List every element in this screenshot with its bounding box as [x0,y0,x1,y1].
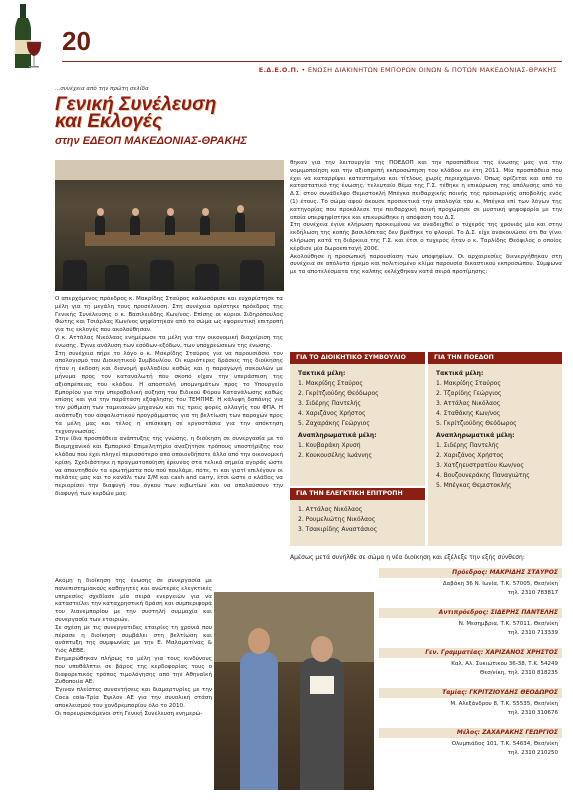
contact-address [443,580,558,597]
phone-line: τηλ. 2310 310676 [507,709,558,716]
contact-role: Πρόεδρος: [452,569,488,576]
contact-name: ΖΑΧΑΡΑΚΗΣ ΓΕΩΡΓΙΟΣ [482,729,558,736]
photo-head [202,208,209,216]
contact-address [459,620,558,637]
list-item: 3. Τσακιρίδης Αναστάσιος [298,526,378,533]
list-item: 1. Κουβαράκη Χρυσή [298,442,361,449]
list-item: 1. Μακρίδης Σταύρος [436,380,501,387]
phone-line: τηλ. 2310 783817 [507,589,558,596]
continued-note: ...συνέχεια από την πρώτη σελίδα [55,86,149,92]
paragraph: Ο απερχόμενος πρόεδρος κ. Μακρίδης Σταύρος καλωσόρισε και ευχαρίστησε τα μέλη για τη μεγάλη τους προσέλευση. Στη συνέχεια ορίστηκε πρόεδρος της Γενικής Συνέλευσης ο κ. Βασιλειάδης Κων/νος. Επίσης οι κύριοι Σιδηρόπουλος Φώτης και Τσιάρλας Κων/νος ψηφίστηκαν από το σώμα ως εφορευτική επιτροπή για τις εκλογές που ακολούθησαν. [55,296,283,334]
address-line: Ν. Μεσημβρια, Τ.Κ. 57011, Θεσ/νίκη [458,621,558,627]
photo-head [237,205,244,213]
list-item: 1. Αττάλας Νικόλαος [298,506,363,513]
title-line-1: Γενική Συνέλευση [55,94,217,115]
photo-person [95,215,105,235]
photo-backdrop [214,592,374,662]
photo-voucher [310,676,334,694]
photo-head-left [248,628,270,654]
photo-table [85,232,275,246]
contact-header [379,728,562,738]
list-item: 5. Μπέγκας Θεμιστοκλής [436,482,512,489]
list-item: 2. Κουκουσέλης Ιωάννης [298,452,372,459]
board-regular-label: Τακτικά μέλη: [298,370,346,377]
paragraph: Στην ίδια προσπάθεια ανάπτυξης της γνώσης, η διοίκηση σε συνεργασία με το Βιομηχανικό και Εμπορικό Επιμελητήριο αναζήτησε τρόπους υποστήριξης του κλάδου που έχει πληγεί περισσότερο από οποιονδήποτε άλλο από την οικονομική κρίση. Σχεδιάστηκε η πραγματοποίηση έρευνας στα τελικά σημεία αγοράς ώστε να απαντηθούν τα ερωτήματα που πού πουλάμε, πότε, τι και γιατί επιλέγουν οι πελάτες μας και το κανάλι των Σ/Μ και cash and carry, έτσι ώστε ο κλάδος να περιορίσει την διαφυγή του όγκου των κιβωτίων και να απολαύσουν την διαφυγή των κερδών μας. [55,436,283,497]
address-line: Μ. Αλεξάνδρου 8, Τ.Κ. 55535, Θεσ/νίκη [450,701,558,707]
winner-photo [214,592,374,790]
paragraph: Σε σχέση με τις συνεργατιδες εταιρίες τη χρονιά που πέρασε η διοίκηση συμβάλει στη βελτίωση και ανάπτυξη της συμφωνίας με την Ε. Μαλαματίνας & Υιός ΑΕΒΕ. [55,624,212,655]
contact-header [379,608,562,618]
photo-audience [240,260,264,291]
article-subtitle: στην ΕΔΕΟΠ ΜΑΚΕΔΟΝΙΑΣ-ΘΡΑΚΗΣ [55,135,247,147]
contact-role: Αντιπρόεδρος: [438,609,489,616]
list-item: 2. Γκρίτζιούδης Θεόδωρος [298,390,379,397]
list-item: 4. Σταθάκης Κων/νος [436,410,501,417]
photo-audience [150,260,174,291]
photo-head-right [311,636,333,662]
header-org [259,66,557,74]
photo-banner [55,160,284,180]
photo-head [97,208,104,216]
contact-role: Μέλος: [456,729,481,736]
board-box-title: ΓΙΑ ΤΟ ΔΙΟΙΚΗΤΙΚΟ ΣΥΜΒΟΥΛΙΟ [290,352,425,364]
photo-person-left [240,652,278,790]
paragraph: Οι παρευρισκόμενοι στη Γενική Συνέλευση ενημερώ- [55,710,203,717]
header-rule [62,61,562,62]
list-item: 1. Σιδέρης Παντελής [436,442,499,449]
page-number: 20 [62,26,91,56]
photo-person [200,215,210,235]
paragraph: Ο κ. Αττάλας Νικόλαος ενημέρωσε τα μέλη για την οικονομική διαχείριση της ένωσης. Έγινε ανάλυση των εσόδων-εξόδων, των υποχρεώσεων της ένωσης. [55,334,283,349]
list-item: 5. Ζαχαράκης Γεώργιος [298,420,370,427]
assembly-photo [55,160,284,291]
paragraph: Ενημερώθηκαν πλήρως τα μέλη για τους κινδύνους που υποθάλπτει σε βάρος της κερδοφορίας τους ο διαφορετικός τρόπος τιμολόγησης από την Αθηναϊκή Ζυθοποιία ΑΕ. [55,655,212,686]
contact-name: ΜΑΚΡΙΔΗΣ ΣΤΑΥΡΟΣ [489,569,558,576]
list-item: 2. Τζαρίδης Γεώργιος [436,390,502,397]
list-item: 4. Βουζουνεράκης Παναγιώτης [436,472,530,479]
contact-name: ΓΚΡΙΤΖΙΟΥΔΗΣ ΘΕΟΔΩΡΟΣ [469,689,558,696]
contact-header [379,648,562,658]
wine-glass-icon [24,40,44,70]
address-line: Καλ. Αλ. Συκιώτικου 36-38, Τ.Κ. 54249 [451,661,558,667]
paragraph: Ακολούθησε η προσωπική παρουσίαση των υποψηφίων. Οι αρχαιρεσίες διενεργήθηκαν στη συνέχεια σε απόλυτα ήρεμο και πολιτισμένο κλίμα παρουσία δικαστικού εκπροσώπου. Σύμφωνα με τα αποτελέσματα της καλπης εκλέχθηκαν κατά σειρά προτίμησης: [290,253,562,276]
list-item: 1. Μακρίδης Σταύρος [298,380,363,387]
list-item: 3. Αττάλας Νικόλαος [436,400,501,407]
photo-person [130,215,140,235]
board-alt-label: Αναπληρωματικά μέλη: [298,432,377,439]
left-column [55,296,283,499]
contact-address [450,700,558,717]
list-item: 3. Χατζηευστρατίου Κων/νος [436,462,524,469]
address-line: Θεσ/νίκη, τηλ. 2310 818235 [479,669,558,676]
list-item: 2. Χαριζάνος Χρήστος [436,452,504,459]
header-org-short: Ε.Δ.Ε.Ο.Π. [258,66,299,74]
poedop-box-title: ΓΙΑ ΤΗΝ ΠΟΕΔΟΠ [428,352,562,364]
photo-audience [195,264,219,291]
photo-person [165,215,175,235]
audit-box-title: ΓΙΑ ΤΗΝ ΕΛΕΓΚΤΙΚΗ ΕΠΙΤΡΟΠΗ [290,488,425,500]
paragraph: θηκαν για την λειτουργία της ΠΟΕΔΟΠ και την προσπάθεια της ένωσης μας για την νομιμοποίηση και την αξιοπρεπή εκπροσώπηση του κλάδου εν έτη 2011. Μία προσπάθεια που έχει να καταρρίψει κατεστημένα και τίτλους χωρίς περιεχόμενο. Όπως ορίζεται και από το καταστατικό της ένωσης, τελευταίο θέμα της Γ.Σ. τέθηκε η επικύρωση της απόλυσης από το Δ.Σ. στον συνάδελφο Θεμιστοκλή Μπέγκα πειθαρχικής ποινής της προσωρινής αποβολής ενός (1) έτους. Το σώμα αφού άκουσε προσεκτικά την απολογία του κ. Μπέγκα επί των λόγων της κατηγορίας που προκάλεσε την πειθαρχική ποινή προχώρησε σε μυστική ψηφοφορία με την οποία υπερψηφίστηκε και επικυρώθηκε η απόφαση του Δ.Σ. [290,160,562,221]
article-title [55,96,216,130]
contact-header [379,568,562,578]
contact-role: Γεν. Γραμματέας: [425,649,484,656]
contact-name: ΧΑΡΙΖΑΝΟΣ ΧΡΗΣΤΟΣ [485,649,558,656]
after-election-text: Αμέσως μετά συνήλθε σε σώμα η νέα διοίκηση και εξέλεξε την εξής σύνθεση: [290,554,525,561]
photo-person [235,212,245,232]
photo-head [167,208,174,216]
right-column [290,160,562,277]
list-item: 4. Χαριζάνος Χρήστος [298,410,366,417]
left-column-lower [55,578,212,718]
paragraph: Έγιναν πλείστες συναντήσεις και διαμαρτυρίες με την Coca cola-Τρία Έψιλον ΑΕ για την συνολική στάση αποκλεισμού του χονδρεμπορίου όλο το 2010. [55,687,212,709]
contact-role: Ταμίας: [442,689,468,696]
photo-audience [105,265,129,291]
phone-line: τηλ. 2310 713339 [507,629,558,636]
poedop-alt-label: Αναπληρωματικά μέλη: [436,432,515,439]
contact-name: ΣΙΔΕΡΗΣ ΠΑΝΤΕΛΗΣ [490,609,558,616]
photo-audience [63,260,87,291]
list-item: 5. Γκρίτζιούδης Θεόδωρος [436,420,517,427]
list-item: 3. Σιδέρης Παντελής [298,400,361,407]
poedop-regular-label: Τακτικά μέλη: [436,370,484,377]
photo-head [132,208,139,216]
title-line-2: και Εκλογές [55,111,163,132]
address-line: Ολυμπιάδος 101, Τ.Κ. 54634, Θεσ/νίκη [451,741,558,747]
phone-line: τηλ. 2310 210250 [507,749,558,756]
paragraph: Στη συνέχεια πήρε το λόγο ο κ. Μακρίδης Σταύρος για να παρουσιάσει τον απολογισμό του Διοικητικού Συμβουλίου. Οι κυριότερες δράσεις της διοίκησης ήταν η έκδοση και διανομή φυλλαδίου καθώς και η παραγωγή σακουλών με μήνυμα προς τον καταναλωτή που σκοπό είχαν την υπεράσπιση της αξιοπρέπειας του κλάδου. Η αποστολή υπομνημάτων προς το Υπουργείο Εμπορίου για την υπεροβολική αύξηση του Ειδικού Φόρου Κατανάλωσης καθώς επίσης και για την παράταση εξόφλησης του ΤΕΜΠΜΕ. Η κάλυψη δαπάνης για την ρύθμιση των ταμειακών μηχανών και τις τρεις φορές αλλαγής του ΦΠΑ. Η ανάπτυξη του ασφαλιστικού προγράμματος για τη βελτίωση των παροχών προς τα μέλη μας και τέλος η επίσκεψη σε εργοστάσια για την απόκτηση τεχνογνωσίας. [55,350,283,435]
contact-header [379,688,562,698]
contact-address [451,660,558,677]
paragraph: Ακόμη η διοίκηση της ένωσης σε συνεργασία με πανεπιστημιακούς καθηγητές και ανώτερες ελεγκτικές υπηρεσίες σχεδίασε μία σειρά ενεργειών για να καταστείλει την καταχρηστική δράση και συμπεριφορά του λιανεμπορίου με την συστηλή συμμαχία και συνεργασία των εταιριών. [55,578,212,623]
paragraph: Στη συνέχεια έγινε κλήρωση προκειμένου να αναδειχθεί ο τυχερός της χρονιάς μία και στην εκδήλωση της κοπής βασιλόπιτας δεν βρέθηκε το φλουρί. Το Δ.Σ. είχε ανακοινώσει ότι θα γίνει κλήρωση κατά τη διάρκεια της Γ.Σ. και έτσι ο τυχερός ήταν ο κ. Ταρλίδης Θεόφιλος ο οποίος κέρδισε μία δωροεπιταγή 200€. [290,222,562,252]
header-org-full: • ΕΝΩΣΗ ΔΙΑΚΙΝΗΤΩΝ ΕΜΠΟΡΩΝ ΟΙΝΩΝ & ΠΟΤΩΝ ΜΑΚΕΔΟΝΙΑΣ-ΘΡΑΚΗΣ [301,66,557,74]
address-line: Δαβάκη 36 Ν. Ιωνία, Τ.Κ. 57005, Θεσ/νίκη [442,581,558,587]
contact-address [452,740,558,757]
list-item: 2. Ρουμελιώτης Νικόλαος [298,516,376,523]
